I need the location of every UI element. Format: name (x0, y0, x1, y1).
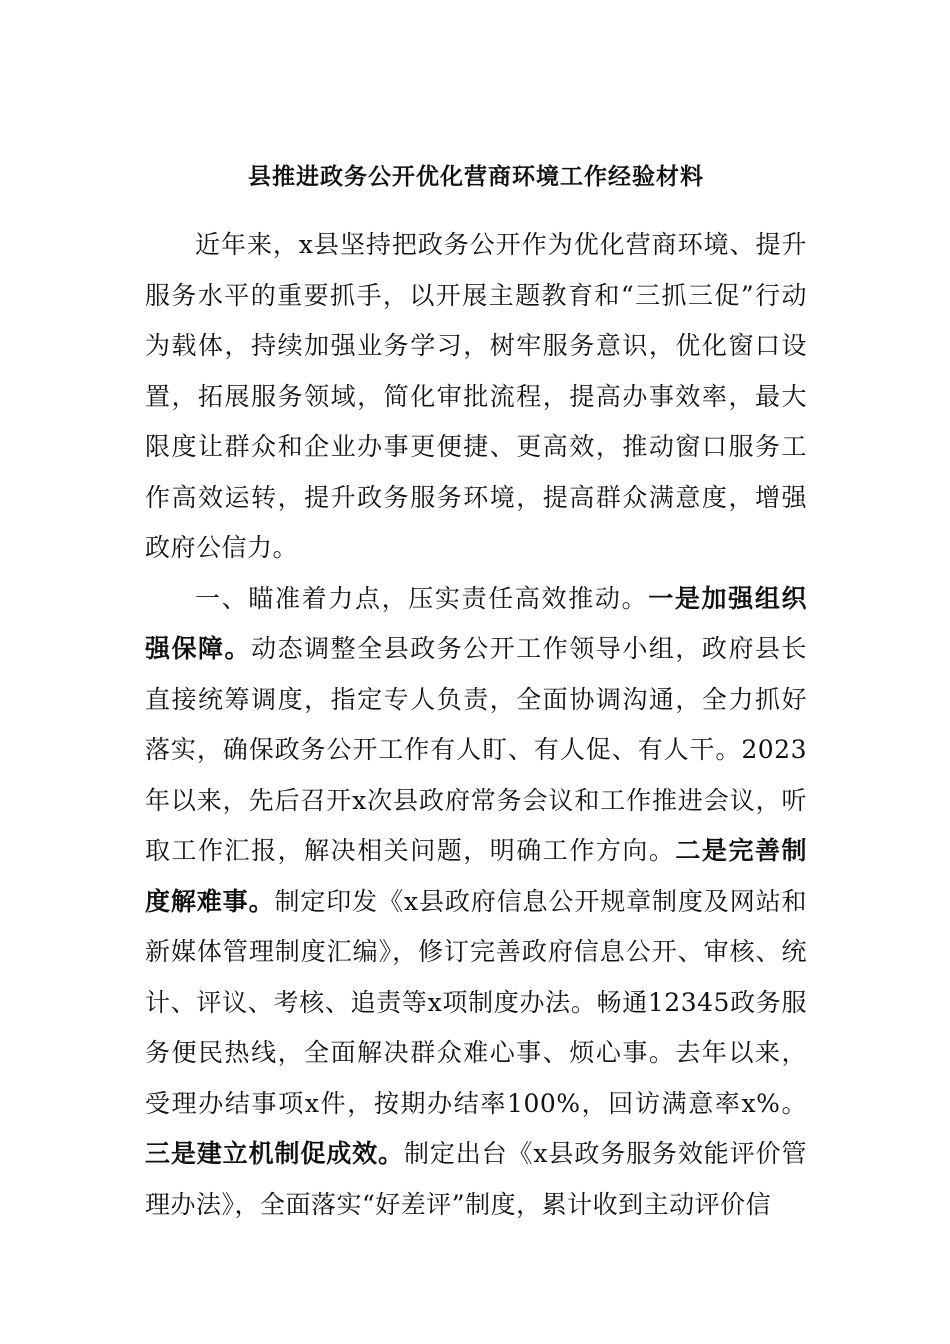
section-1-paragraph (145, 574, 807, 1231)
section-1-heading: 一、瞄准着力点，压实责任高效推动。 (195, 583, 649, 613)
point-1-text: 动态调整全县政务公开工作领导小组，政府县长直接统筹调度，指定专人负责，全面协调沟通，全力抓好落实，确保政务公开工作有人盯、有人促、有人干。2023年以来，先后召开x次县政府常务会议和工作推进会议，听取工作汇报，解决相关问题，明确工作方向。 (145, 634, 807, 865)
point-1-title: 一是加强组织强保障。 (145, 583, 807, 663)
point-3-text: 制定出台《x县政务服务效能评价管理办法》，全面落实“好差评”制度，累计收到主动评价信 (145, 1139, 807, 1219)
point-2-text: 制定印发《x县政府信息公开规章制度及网站和新媒体管理制度汇编》，修订完善政府信息公开、审核、统计、评议、考核、追责等x项制度办法。畅通12345政务服务便民热线，全面解决群众难心事、烦心事。去年以来，受理办结事项x件，按期办结率100%，回访满意率x%。 (145, 886, 807, 1118)
intro-paragraph: 近年来，x县坚持把政务公开作为优化营商环境、提升服务水平的重要抓手，以开展主题教育和“三抓三促”行动为载体，持续加强业务学习，树牢服务意识，优化窗口设置，拓展服务领域，简化审批流程，提高办事效率，最大限度让群众和企业办事更便捷、更高效，推动窗口服务工作高效运转，提升政务服务环境，提高群众满意度，增强政府公信力。 (145, 230, 807, 562)
point-2-title: 二是完善制度解难事。 (145, 836, 807, 916)
document-title: 县推进政务公开优化营商环境工作经验材料 (248, 163, 704, 190)
point-3-title: 三是建立机制促成效。 (145, 1139, 404, 1168)
document-page (145, 152, 807, 1230)
